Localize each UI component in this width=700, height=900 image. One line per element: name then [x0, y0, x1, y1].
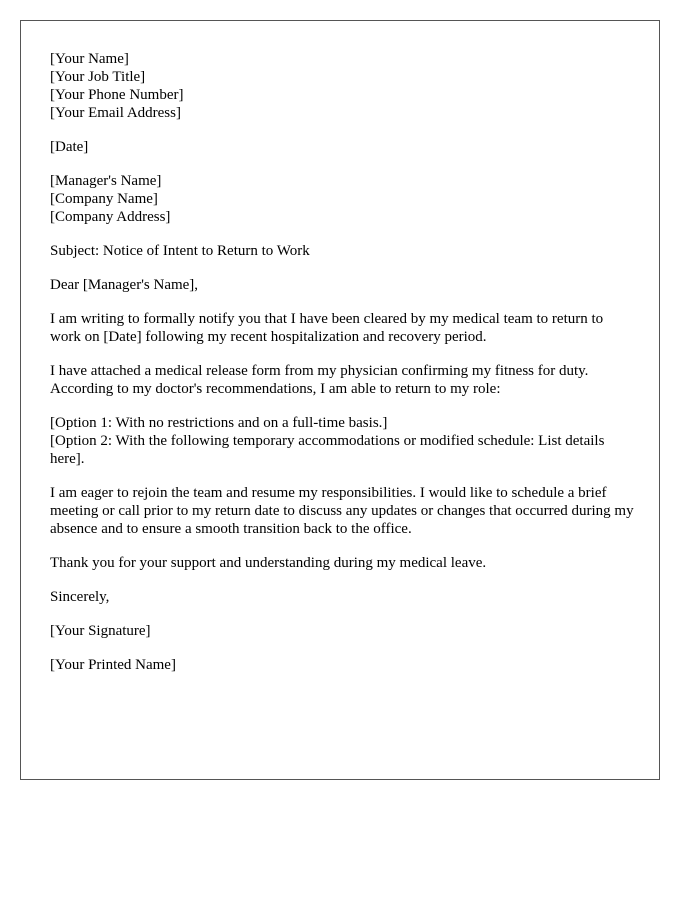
- sender-block: [50, 50, 634, 122]
- date-block: [50, 138, 634, 156]
- recipient-company-name: [Company Name]: [50, 191, 158, 207]
- sender-phone: [Your Phone Number]: [50, 87, 184, 103]
- sender-job-title: [Your Job Title]: [50, 69, 146, 85]
- paragraph-3: I am eager to rejoin the team and resume my responsibilities. I would like to schedule a brief meeting or call prior to my return date to discuss any updates or changes that occurred during my absence and to ensure a smooth transition back to the office.: [50, 485, 634, 537]
- sender-email: [Your Email Address]: [50, 105, 181, 121]
- letter-content: [50, 50, 634, 690]
- letter-page: [20, 20, 660, 780]
- option-1: [Option 1: With no restrictions and on a full-time basis.]: [50, 415, 388, 431]
- paragraph-4: Thank you for your support and understanding during my medical leave.: [50, 555, 487, 571]
- recipient-block: [50, 172, 634, 226]
- paragraph-2: I have attached a medical release form from my physician confirming my fitness for duty. According to my doctor's recommendations, I am able to return to my role:: [50, 363, 589, 397]
- recipient-manager-name: [Manager's Name]: [50, 173, 162, 189]
- letter-date: [Date]: [50, 139, 89, 155]
- paragraph-1: I am writing to formally notify you that I have been cleared by my medical team to return to work on [Date] following my recent hospitalization and recovery period.: [50, 311, 604, 345]
- option-2: [Option 2: With the following temporary accommodations or modified schedule: List details here].: [50, 433, 605, 467]
- sender-name: [Your Name]: [50, 51, 129, 67]
- signature: [Your Signature]: [50, 623, 151, 639]
- options-block: [50, 414, 634, 468]
- salutation: Dear [Manager's Name],: [50, 277, 199, 293]
- recipient-company-address: [Company Address]: [50, 209, 171, 225]
- printed-name: [Your Printed Name]: [50, 657, 176, 673]
- closing: Sincerely,: [50, 589, 110, 605]
- subject-line: Subject: Notice of Intent to Return to Work: [50, 243, 310, 259]
